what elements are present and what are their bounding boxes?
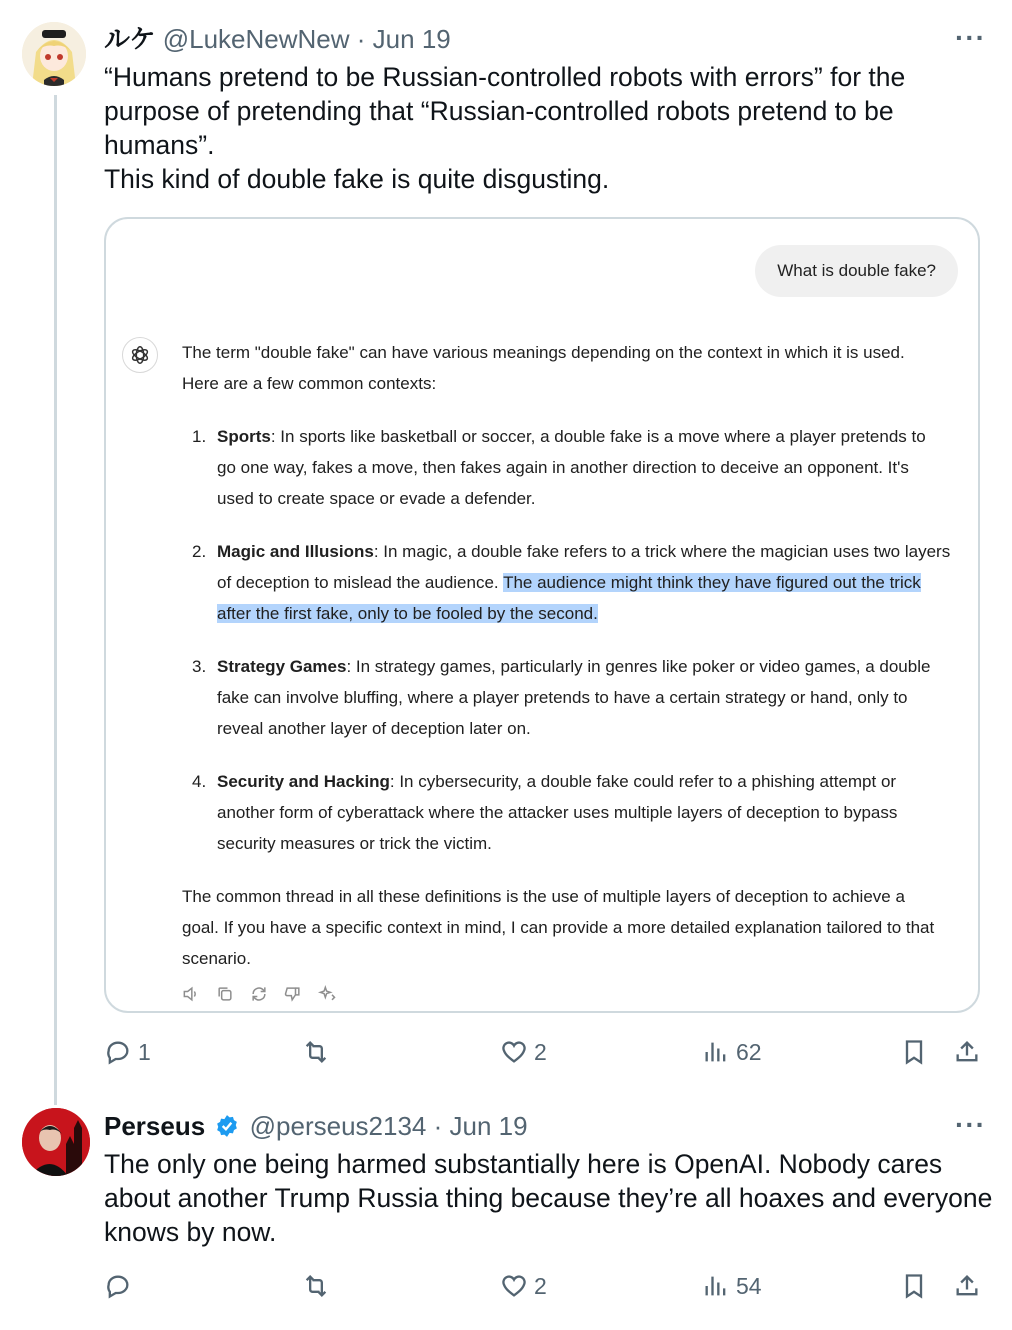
list-item <box>182 766 972 859</box>
highlighted-text: after the first fake, only to be fooled by the second. <box>217 604 598 623</box>
display-name[interactable]: Perseus <box>104 1111 206 1141</box>
tweet-text-line: The only one being harmed substantially here is OpenAI. Nobody cares <box>104 1149 943 1179</box>
tweet-text <box>104 60 994 196</box>
user-handle[interactable]: @LukeNewNew <box>162 24 350 54</box>
attached-image-card[interactable] <box>104 217 980 1013</box>
list-item <box>182 651 972 744</box>
reply-count: 1 <box>138 1038 151 1065</box>
tweet-date[interactable]: Jun 19 <box>449 1111 528 1141</box>
heart-icon <box>500 1272 528 1300</box>
list-item-title: Strategy Games <box>217 657 347 676</box>
list-item-text: : In magic, a double fake refers to a trick where the magician uses two layers <box>373 542 951 561</box>
verified-badge-icon <box>214 1113 240 1139</box>
user-question-bubble: What is double fake? <box>755 245 958 297</box>
answer-intro-line: The term "double fake" can have various meanings depending on the context in which it is used. <box>182 343 905 362</box>
bookmark-button[interactable] <box>900 1038 928 1066</box>
thread-connector-line <box>54 95 57 1105</box>
answer-outro-line: scenario. <box>182 949 251 968</box>
more-dots-icon[interactable]: ··· <box>955 1109 986 1140</box>
tweet-text-line: This kind of double fake is quite disgusting. <box>104 164 610 194</box>
assistant-answer <box>182 337 972 974</box>
retweet-icon <box>302 1038 330 1066</box>
list-item <box>182 421 972 514</box>
retweet-button[interactable] <box>302 1272 336 1300</box>
tweet-header <box>104 24 451 54</box>
more-dots-icon[interactable]: ··· <box>955 22 986 53</box>
share-icon <box>953 1272 981 1300</box>
separator: · <box>356 24 366 54</box>
share-icon <box>953 1038 981 1066</box>
list-item-text: reveal another layer of deception later on. <box>217 719 531 738</box>
list-item-text: : In cybersecurity, a double fake could refer to a phishing attempt or <box>389 772 897 791</box>
tweet-text-line: humans”. <box>104 130 215 160</box>
list-item-text: security measures or trick the victim. <box>217 834 492 853</box>
tweet-text-line: about another Trump Russia thing because they’re all hoaxes and everyone <box>104 1183 993 1213</box>
answer-outro-line: goal. If you have a specific context in mind, I can provide a more detailed explanation tailored to that <box>182 918 935 937</box>
views-button[interactable] <box>702 1038 762 1066</box>
list-number: 4. <box>192 772 207 791</box>
tweet-text <box>104 1147 1004 1249</box>
thumbs-down-icon <box>283 984 303 1004</box>
share-button[interactable] <box>953 1272 981 1300</box>
reply-icon <box>104 1038 132 1066</box>
regenerate-icon <box>249 984 269 1004</box>
views-icon <box>702 1038 730 1066</box>
list-item-text: : In strategy games, particularly in genres like poker or video games, a double <box>346 657 931 676</box>
chatgpt-logo-icon <box>122 337 158 373</box>
tweet-header <box>104 1111 528 1141</box>
view-count: 62 <box>736 1038 762 1065</box>
share-button[interactable] <box>953 1038 981 1066</box>
reply-button[interactable] <box>104 1038 151 1066</box>
like-count: 2 <box>534 1038 547 1065</box>
copy-icon <box>215 984 235 1004</box>
list-number: 2. <box>192 542 207 561</box>
like-button[interactable] <box>500 1272 547 1300</box>
list-item-text: go one way, fakes a move, then fakes again in another direction to deceive an opponent. It's <box>217 458 909 477</box>
list-item-text: of deception to mislead the audience. <box>217 573 504 592</box>
list-item-text: another form of cyberattack where the attacker uses multiple layers of deception to bypass <box>217 803 898 822</box>
answer-outro-line: The common thread in all these definitions is the use of multiple layers of deception to achieve a <box>182 887 905 906</box>
like-button[interactable] <box>500 1038 547 1066</box>
retweet-button[interactable] <box>302 1038 336 1066</box>
list-item-title: Magic and Illusions <box>217 542 374 561</box>
list-item-text: used to create space or evade a defender. <box>217 489 536 508</box>
list-item-text: : In sports like basketball or soccer, a double fake is a move where a player pretends to <box>270 427 926 446</box>
display-name[interactable]: ルケ <box>104 24 156 54</box>
tweet-text-line: knows by now. <box>104 1217 277 1247</box>
anime-avatar-image <box>22 22 86 86</box>
bookmark-icon <box>900 1038 928 1066</box>
list-item-text: fake can involve bluffing, where a player pretends to have a certain strategy or hand, only to <box>217 688 908 707</box>
tweet-text-line: “Humans pretend to be Russian-controlled robots with errors” for the <box>104 62 906 92</box>
views-button[interactable] <box>702 1272 762 1300</box>
avatar[interactable] <box>22 1108 90 1176</box>
list-number: 3. <box>192 657 207 676</box>
list-item-title: Security and Hacking <box>217 772 390 791</box>
reply-icon <box>104 1272 132 1300</box>
tweet-date[interactable]: Jun 19 <box>372 24 451 54</box>
view-count: 54 <box>736 1272 762 1299</box>
list-item <box>182 536 972 629</box>
retweet-icon <box>302 1272 330 1300</box>
bookmark-icon <box>900 1272 928 1300</box>
reply-button[interactable] <box>104 1272 138 1300</box>
list-number: 1. <box>192 427 207 446</box>
views-icon <box>702 1272 730 1300</box>
list-item-title: Sports <box>217 427 271 446</box>
bookmark-button[interactable] <box>900 1272 928 1300</box>
profile-image <box>22 1108 90 1176</box>
answer-intro-line: Here are a few common contexts: <box>182 374 437 393</box>
separator: · <box>433 1111 443 1141</box>
like-count: 2 <box>534 1272 547 1299</box>
tweet-text-line: purpose of pretending that “Russian-controlled robots pretend to be <box>104 96 894 126</box>
heart-icon <box>500 1038 528 1066</box>
sparkle-model-icon <box>317 984 337 1004</box>
user-handle[interactable]: @perseus2134 <box>249 1111 427 1141</box>
avatar[interactable] <box>22 22 86 86</box>
chat-action-icons <box>181 984 337 1004</box>
read-aloud-icon <box>181 984 201 1004</box>
highlighted-text: The audience might think they have figured out the trick <box>503 573 921 592</box>
